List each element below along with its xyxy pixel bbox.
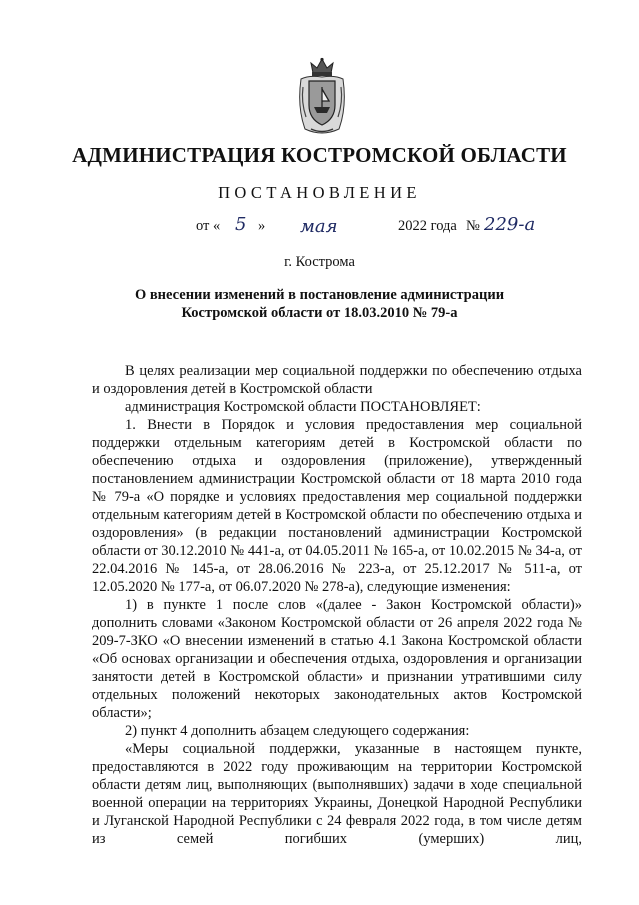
document-body bbox=[92, 362, 582, 848]
number-sign: № bbox=[466, 218, 480, 234]
paragraph-preamble: В целях реализации мер социальной поддержки по обеспечению отдыха и оздоровления детей в Костромской области bbox=[92, 363, 582, 397]
document-number-handwritten: 229-а bbox=[484, 214, 536, 235]
paragraph-subitem-1: 1) в пункте 1 после слов «(далее - Закон Костромской области)» дополнить словами «Законом Костромской области от 26 апреля 2022 года № 209-7-ЗКО «О внесении изменений в статью 4.1 Закона Костромской области «Об основах организации и обеспечения отдыха, оздоровления и организации занятости детей в Костромской области» и признании утратившими силу отдельных положений некоторых законодательных актов Костромской области»; bbox=[92, 597, 582, 721]
subject-line-1: О внесении изменений в постановление администрации bbox=[134, 287, 505, 303]
organization-title: АДМИНИСТРАЦИЯ КОСТРОМСКОЙ ОБЛАСТИ bbox=[72, 143, 567, 167]
paragraph-item-1: 1. Внести в Порядок и условия предоставления мер социальной поддержки отдельным категориям детей в Костромской области по обеспечению отдыха и оздоровления (приложение), утвержденный постановлением администрации Костромской области от 18 марта 2010 года № 79-а «О порядке и условиях предоставления мер социальной поддержки отдельным категориям детей в Костромской области по обеспечению отдыха и оздоровления» (в редакции постановлений администрации Костромской области от 30.12.2010 № 441-а, от 04.05.2011 № 165-а, от 10.02.2015 № 34-а, от 22.04.2016 № 145-а, от 28.06.2016 № 223-а, от 25.12.2017 № 511-а, от 12.05.2020 № 177-а, от 06.07.2020 № 278-а), следующие изменения: bbox=[92, 417, 582, 595]
date-month-handwritten: мая bbox=[300, 216, 338, 237]
date-year: 2022 года bbox=[398, 218, 457, 234]
date-prefix: от « bbox=[196, 218, 221, 234]
paragraph-subitem-2: 2) пункт 4 дополнить абзацем следующего содержания: bbox=[125, 723, 470, 739]
date-day-handwritten: 5 bbox=[235, 214, 247, 235]
date-line bbox=[0, 214, 639, 242]
date-close-quote: » bbox=[258, 218, 266, 234]
document-subject bbox=[0, 286, 639, 322]
coat-of-arms-icon bbox=[297, 57, 347, 137]
paragraph-quoted-addition: «Меры социальной поддержки, указанные в настоящем пункте, предоставляются в 2022 году проживающим на территории Костромской области детям лиц, выполняющих (выполнявших) задачи в ходе специальной военной операции на территориях Украины, Донецкой Народной Республики и Луганской Народной Республики с 24 февраля 2022 года, в том числе детям из семей погибших (умерших) лиц, bbox=[92, 741, 582, 847]
subject-line-2: Костромской области от 18.03.2010 № 79-а bbox=[181, 305, 458, 321]
city-label: г. Кострома bbox=[284, 254, 355, 270]
paragraph-resolves: администрация Костромской области ПОСТАНОВЛЯЕТ: bbox=[125, 399, 481, 415]
document-type: ПОСТАНОВЛЕНИЕ bbox=[218, 183, 421, 202]
